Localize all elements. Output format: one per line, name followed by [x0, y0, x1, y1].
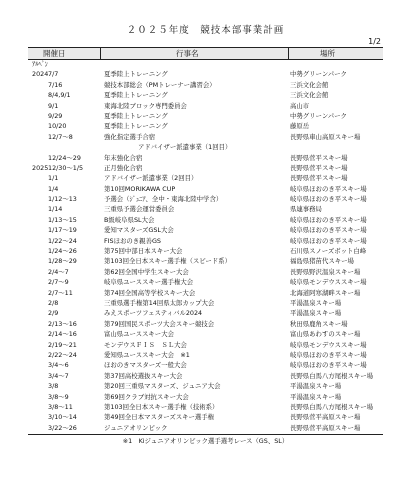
row-event: 第75回中部日本スキー大会 [104, 247, 183, 256]
row-event: 第49回全日本マスターズスキー選手権 [104, 413, 215, 422]
row-place: 長野県野沢温泉スキー場 [290, 267, 361, 276]
row-date: 7/7 [48, 70, 59, 79]
row-date: 1/1 [48, 174, 59, 183]
row-event: 第69回クラブ対抗スキー大会 [104, 392, 189, 401]
table-row [28, 184, 383, 194]
table-row [28, 225, 383, 235]
row-date: 2/13～16 [48, 319, 77, 328]
row-event: 東海北陸ブロック専門委員会 [104, 101, 187, 110]
row-date: 2/7～11 [48, 288, 73, 297]
row-date: 3/8～9 [48, 392, 69, 401]
row-year: 2025 [32, 163, 49, 172]
row-place: 岐阜県ほおのき平スキー場 [290, 184, 367, 193]
row-date: 9/1 [48, 101, 59, 110]
row-place: 岐阜県ほおのき平スキー場 [290, 361, 367, 370]
row-date: 8/4,9/1 [48, 91, 71, 100]
row-date: 2/22～24 [48, 350, 77, 359]
header-divider [288, 47, 289, 59]
row-event: 富山県ユーススキー大会 [104, 330, 174, 339]
table-row [28, 173, 383, 183]
table-row [28, 298, 383, 308]
row-place: 岐阜県モンデウススキー場 [290, 278, 367, 287]
row-event: 正月強化合宿 [104, 163, 143, 172]
row-place: 岐阜県ほおのき平スキー場 [290, 195, 367, 204]
table-row [28, 267, 383, 277]
row-event: 三重県選手権第14回県太郎カップ大会 [104, 298, 215, 307]
row-event: 第79回国民スポーツ大会スキー競技会 [104, 319, 215, 328]
schedule-table [28, 59, 383, 433]
row-place: 長野県菅平高原スキー場 [290, 413, 361, 422]
row-date: 12/24～29 [48, 153, 81, 162]
table-row [28, 90, 383, 100]
row-place: 秋田県鹿角スキー場 [290, 319, 348, 328]
row-date: 2/14～16 [48, 330, 77, 339]
row-date: 1/12～13 [48, 195, 77, 204]
table-row [28, 329, 383, 339]
row-event: FISほおのき親善GS [104, 236, 161, 245]
table-row [28, 402, 383, 412]
table-row [28, 423, 383, 433]
row-event: アドバイザー派遣事業（1回目） [138, 143, 232, 152]
row-date: 7/16 [48, 80, 63, 89]
row-date: 3/8～11 [48, 402, 73, 411]
row-date: 3/10～14 [48, 413, 77, 422]
row-date: 1/24～26 [48, 247, 77, 256]
row-place: 中勢グリーンパーク [290, 70, 347, 79]
row-year: ｱﾙﾍﾟﾝ [32, 60, 48, 68]
row-place: 長野県菅平スキー場 [290, 174, 348, 183]
row-event: アドバイザー派遣事業（2回目） [104, 174, 198, 183]
row-place: 富山県あわすのスキー場 [290, 330, 361, 339]
row-event: 第37回高校選抜スキー大会 [104, 371, 183, 380]
footnote: ※1 Kiジュニアオリンピック選手選考レース（GS、SL） [122, 437, 289, 446]
row-place: 岐阜県ほおのき平スキー場 [290, 215, 367, 224]
row-event: 夏季陸上トレーニング [104, 70, 168, 79]
row-place: 長野県白馬八方尾根スキー場 [290, 402, 374, 411]
page-number: 1/2 [368, 37, 381, 46]
table-row [28, 121, 383, 131]
row-place: 平湯温泉スキー場 [290, 392, 342, 401]
header-date: 開催日 [43, 49, 66, 58]
row-event: 第62回全国中学生スキー大会 [104, 267, 189, 276]
table-row [28, 69, 383, 79]
row-place: 三浜文化会館 [290, 80, 329, 89]
table-row [28, 142, 383, 152]
row-event: 愛知マスターズGSL大会 [104, 226, 174, 235]
row-place: 平湯温泉スキー場 [290, 382, 342, 391]
row-place: 中勢グリーンパーク [290, 111, 347, 120]
row-place: 北海道阿寒湖畔スキー場 [290, 288, 361, 297]
table-row [28, 153, 383, 163]
header-divider [100, 47, 101, 59]
row-event: 三重県予選会運営委員会 [104, 205, 175, 214]
row-date: 9/29 [48, 111, 63, 120]
table-row [28, 392, 383, 402]
row-date: 12/30～1/5 [48, 163, 84, 172]
table-row [28, 132, 383, 142]
table-row [28, 340, 383, 350]
table-row [28, 381, 383, 391]
table-row [28, 101, 383, 111]
row-date: 2/8 [48, 298, 59, 307]
document-title: ２０２５年度 競技本部事業計画 [126, 25, 285, 36]
table-row [28, 308, 383, 318]
row-date: 3/22～26 [48, 423, 77, 432]
row-event: 第103回全日本スキー選手権（スピード系） [104, 257, 231, 266]
row-event: B級岐阜県SL大会 [104, 215, 155, 224]
table-row [28, 360, 383, 370]
row-date: 3/8 [48, 382, 59, 391]
row-date: 1/22～24 [48, 236, 77, 245]
table-row [28, 350, 383, 360]
row-place: 長野県白馬八方尾根スキー場 [290, 371, 374, 380]
row-place: 藤原岳 [290, 122, 310, 131]
table-row [28, 80, 383, 90]
row-place: 長野県菅平スキー場 [290, 163, 348, 172]
row-place: 長野県車山高原スキー場 [290, 132, 361, 141]
row-date: 1/13～15 [48, 215, 77, 224]
table-row [28, 236, 383, 246]
row-place: 岐阜県ほおのき平スキー場 [290, 350, 367, 359]
row-event: 岐阜県ユーススキー選手権大会 [104, 278, 194, 287]
row-place: 岐阜県モンデウススキー場 [290, 340, 367, 349]
row-event: ジュニアオリンピック [104, 423, 168, 432]
row-event: 夏季陸上トレーニング [104, 91, 168, 100]
row-place: 石川県スノーズボット白峰 [290, 247, 367, 256]
header-event: 行事名 [176, 49, 199, 58]
row-event: 第10回MORIKAWA CUP [104, 184, 176, 193]
row-date: 1/14 [48, 205, 63, 214]
row-place: 高山市 [290, 101, 310, 110]
table-row [28, 194, 383, 204]
row-event: 愛知県ユーススキー大会 ※1 [104, 350, 190, 359]
row-date: 2/19～21 [48, 340, 77, 349]
table-row [28, 246, 383, 256]
row-date: 3/4～6 [48, 361, 69, 370]
row-event: モンデウスＦＩＳ ＳＬ大会 [104, 340, 187, 349]
row-event: ほおのきマスターズ一般大会 [104, 361, 187, 370]
row-date: 12/7～8 [48, 132, 73, 141]
row-event: 予選会（ｼﾞｭﾆｱ、全中・東海北陸中学含） [104, 195, 223, 204]
header-place: 場所 [320, 49, 335, 58]
row-date: 1/4 [48, 184, 59, 193]
row-place: 福島県猪苗代スキー場 [290, 257, 354, 266]
row-event: 夏季陸上トレーニング [104, 111, 168, 120]
row-event: 年末強化合宿 [104, 153, 143, 162]
row-place: 長野県菅平スキー場 [290, 153, 348, 162]
row-event: 強化指定選手合宿 [104, 132, 156, 141]
row-event: 第20回三重県マスターズ、ジュニア大会 [104, 382, 221, 391]
table-row [28, 111, 383, 121]
row-year: 2024 [32, 70, 49, 79]
row-date: 3/4～7 [48, 371, 69, 380]
row-event: 第74回全国高等学校スキー大会 [104, 288, 196, 297]
row-date: 2/7～9 [48, 278, 69, 287]
row-event: みえスポーツフェスティバル2024 [104, 309, 203, 318]
row-place: 平湯温泉スキー場 [290, 309, 342, 318]
table-row [28, 412, 383, 422]
table-row [28, 204, 383, 214]
row-place: 三浜文化会館 [290, 91, 329, 100]
row-event: 競技本部総会（PMトレーナー講習会） [104, 80, 216, 89]
row-event: 夏季陸上トレーニング [104, 122, 168, 131]
table-row [28, 59, 383, 69]
row-date: 2/4～7 [48, 267, 69, 276]
table-row [28, 277, 383, 287]
table-bottom-rule [28, 434, 383, 435]
row-place: 岐阜県ほおのき平スキー場 [290, 226, 367, 235]
table-row [28, 371, 383, 381]
table-row [28, 256, 383, 266]
table-row [28, 163, 383, 173]
row-place: 岐阜県ほおのき平スキー場 [290, 236, 367, 245]
row-place: 県連事務局 [290, 205, 322, 214]
row-event: 第103回全日本スキー選手権（技術系） [104, 402, 219, 411]
row-date: 10/20 [48, 122, 67, 131]
table-row [28, 319, 383, 329]
row-date: 2/9 [48, 309, 59, 318]
row-date: 1/28～29 [48, 257, 77, 266]
row-date: 1/17～19 [48, 226, 77, 235]
table-row [28, 215, 383, 225]
row-place: 長野県菅平高原スキー場 [290, 423, 361, 432]
table-row [28, 288, 383, 298]
row-place: 平湯温泉スキー場 [290, 298, 342, 307]
